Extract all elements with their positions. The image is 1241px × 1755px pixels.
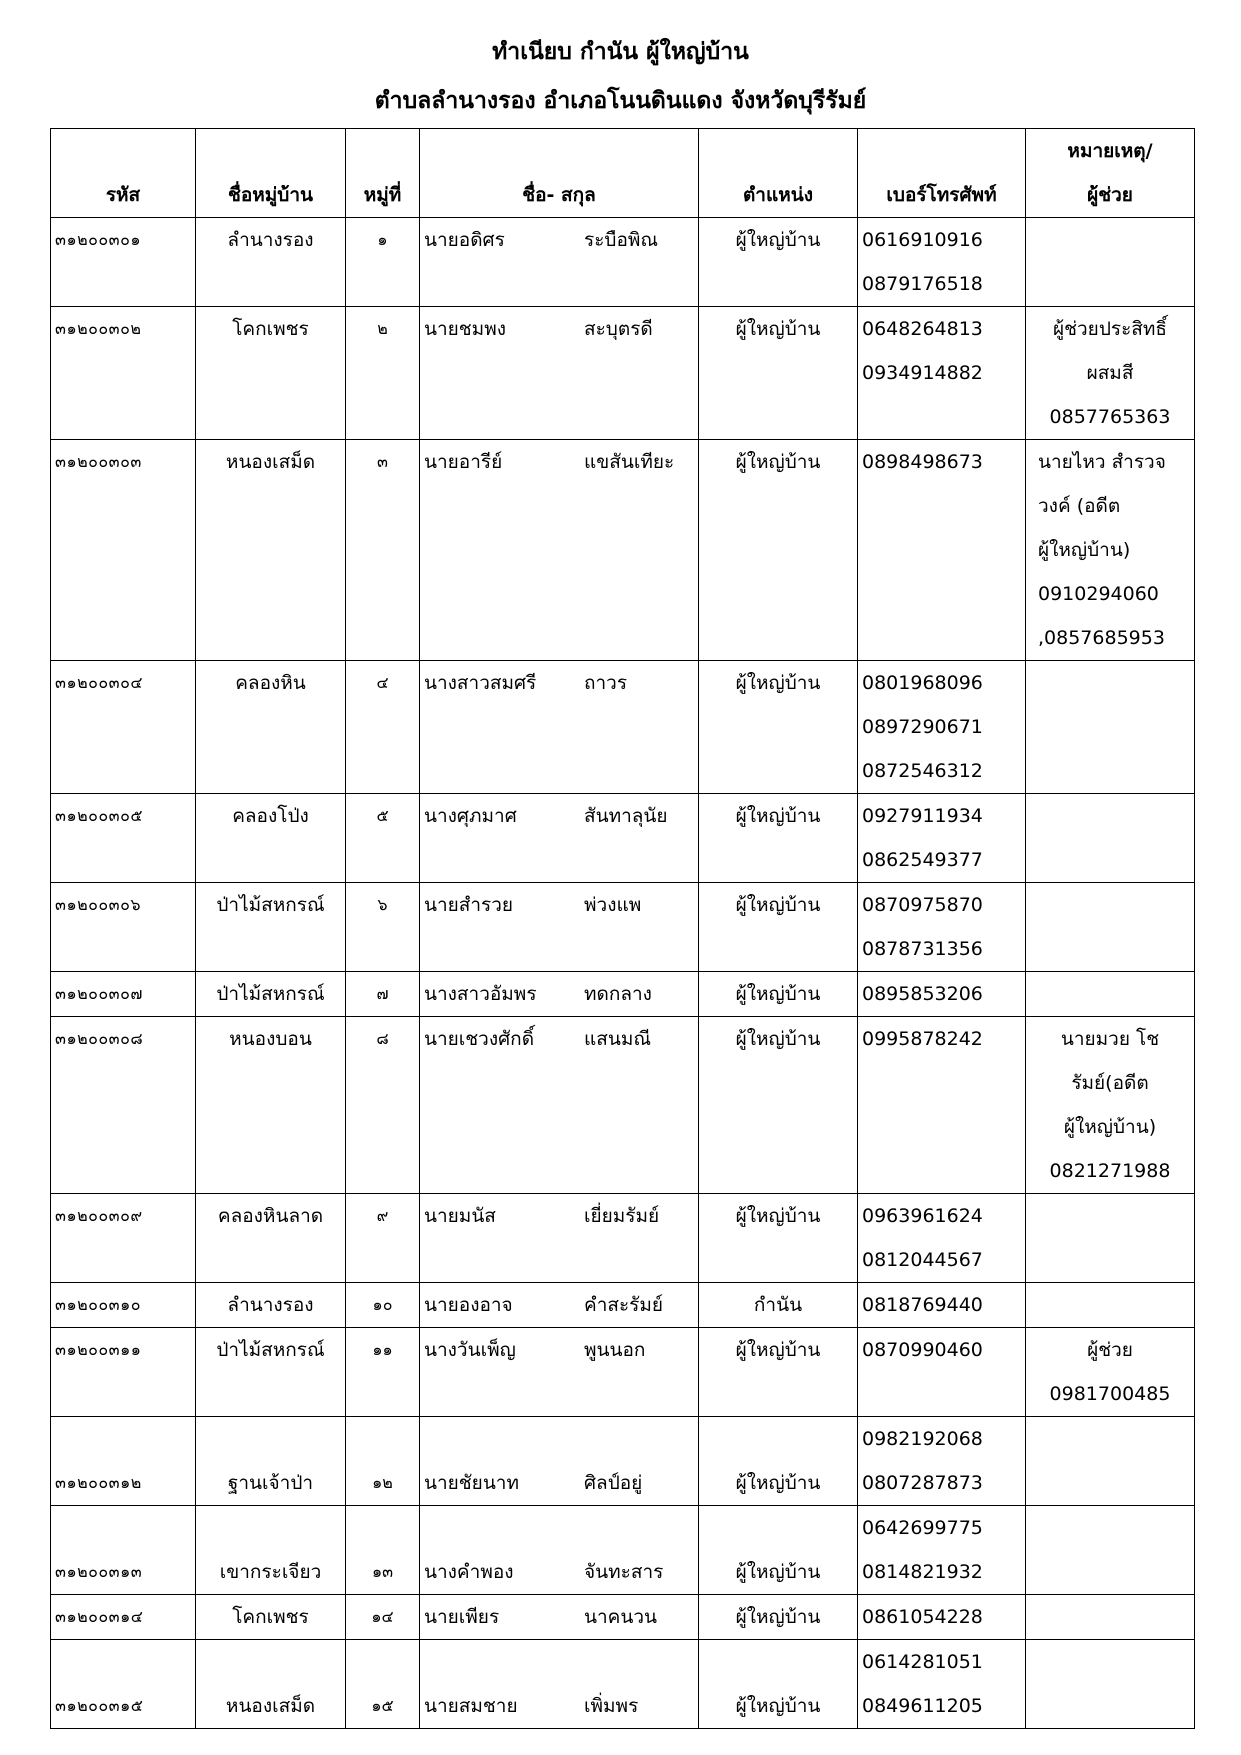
phone-line: 0895853206 xyxy=(862,983,983,1005)
cell-village: ป่าไม้สหกรณ์ xyxy=(196,1328,346,1417)
cell-position: ผู้ใหญ่บ้าน xyxy=(699,661,858,794)
cell-position: ผู้ใหญ่บ้าน xyxy=(699,1328,858,1417)
note-line: ผสมสี xyxy=(1086,362,1134,384)
last-name: จันทะสาร xyxy=(584,1561,664,1583)
cell-village: ป่าไม้สหกรณ์ xyxy=(196,883,346,972)
first-name: นายชัยนาท xyxy=(424,1472,519,1494)
cell-note xyxy=(1026,1595,1195,1640)
last-name: สะบุตรดี xyxy=(584,318,653,340)
directory-table xyxy=(50,128,1195,1729)
cell-moo: ๗ xyxy=(346,972,420,1017)
cell-name xyxy=(420,661,699,794)
cell-phone xyxy=(858,1194,1026,1283)
cell-village: โคกเพชร xyxy=(196,1595,346,1640)
cell-code: ๓๑๒๐๐๓๐๙ xyxy=(51,1194,196,1283)
last-name: เยี่ยมรัมย์ xyxy=(584,1205,660,1227)
first-name: นายชมพง xyxy=(424,318,507,340)
cell-moo: ๑๓ xyxy=(346,1506,420,1595)
phone-line: 0642699775 xyxy=(862,1517,983,1539)
cell-code: ๓๑๒๐๐๓๐๗ xyxy=(51,972,196,1017)
cell-village: เขากระเจียว xyxy=(196,1506,346,1595)
cell-moo: ๘ xyxy=(346,1017,420,1194)
cell-moo: ๔ xyxy=(346,661,420,794)
note-line: นายไหว สำรวจ xyxy=(1038,451,1166,473)
document-title: ทำเนียบ กำนัน ผู้ใหญ่บ้าน xyxy=(492,39,749,65)
last-name: ทดกลาง xyxy=(584,983,652,1005)
note-line: รัมย์(อดีต xyxy=(1071,1072,1149,1094)
cell-name xyxy=(420,1640,699,1729)
cell-note xyxy=(1026,218,1195,307)
phone-line: 0898498673 xyxy=(862,451,983,473)
cell-position: ผู้ใหญ่บ้าน xyxy=(699,972,858,1017)
cell-name xyxy=(420,972,699,1017)
header-note xyxy=(1026,129,1195,218)
last-name: พ่วงแพ xyxy=(584,894,642,916)
cell-note xyxy=(1026,1194,1195,1283)
phone-line: 0963961624 xyxy=(862,1205,983,1227)
last-name: แสนมณี xyxy=(584,1028,651,1050)
cell-phone xyxy=(858,883,1026,972)
cell-village: หนองเสม็ด xyxy=(196,440,346,661)
phone-line: 0982192068 xyxy=(862,1428,983,1450)
cell-note xyxy=(1026,883,1195,972)
cell-moo: ๕ xyxy=(346,794,420,883)
cell-note xyxy=(1026,1640,1195,1729)
cell-code: ๓๑๒๐๐๓๐๖ xyxy=(51,883,196,972)
cell-village: คลองโป่ง xyxy=(196,794,346,883)
cell-name xyxy=(420,307,699,440)
cell-moo: ๖ xyxy=(346,883,420,972)
table-row xyxy=(51,1283,1195,1328)
cell-position: ผู้ใหญ่บ้าน xyxy=(699,1506,858,1595)
cell-village: ฐานเจ้าป่า xyxy=(196,1417,346,1506)
cell-phone xyxy=(858,661,1026,794)
cell-note xyxy=(1026,1506,1195,1595)
note-line: วงค์ (อดีต xyxy=(1038,495,1121,517)
phone-line: 0814821932 xyxy=(862,1561,983,1583)
cell-note xyxy=(1026,1017,1195,1194)
cell-village: ลำนางรอง xyxy=(196,218,346,307)
phone-line: 0927911934 xyxy=(862,805,983,827)
note-line: ผู้ใหญ่บ้าน) xyxy=(1063,1116,1157,1138)
cell-village: หนองเสม็ด xyxy=(196,1640,346,1729)
cell-code: ๓๑๒๐๐๓๑๒ xyxy=(51,1417,196,1506)
cell-phone xyxy=(858,1506,1026,1595)
cell-code: ๓๑๒๐๐๓๑๕ xyxy=(51,1640,196,1729)
cell-moo: ๑๕ xyxy=(346,1640,420,1729)
cell-position: ผู้ใหญ่บ้าน xyxy=(699,1417,858,1506)
cell-code: ๓๑๒๐๐๓๑๔ xyxy=(51,1595,196,1640)
cell-moo: ๙ xyxy=(346,1194,420,1283)
first-name: นางคำพอง xyxy=(424,1561,514,1583)
first-name: นายองอาจ xyxy=(424,1294,513,1316)
note-line: 0857765363 xyxy=(1049,406,1171,428)
header-moo: หมู่ที่ xyxy=(346,129,420,218)
phone-line: 0878731356 xyxy=(862,938,983,960)
header-village: ชื่อหมู่บ้าน xyxy=(196,129,346,218)
cell-moo: ๑ xyxy=(346,218,420,307)
cell-note xyxy=(1026,1417,1195,1506)
cell-position: กำนัน xyxy=(699,1283,858,1328)
table-row xyxy=(51,1194,1195,1283)
first-name: นายเพียร xyxy=(424,1606,500,1628)
first-name: นายสมชาย xyxy=(424,1695,518,1717)
cell-code: ๓๑๒๐๐๓๐๒ xyxy=(51,307,196,440)
cell-code: ๓๑๒๐๐๓๐๘ xyxy=(51,1017,196,1194)
cell-name xyxy=(420,1595,699,1640)
cell-note xyxy=(1026,794,1195,883)
first-name: นายเชวงศักดิ์ xyxy=(424,1028,535,1050)
table-row xyxy=(51,972,1195,1017)
table-row xyxy=(51,794,1195,883)
cell-position: ผู้ใหญ่บ้าน xyxy=(699,1017,858,1194)
header-phone: เบอร์โทรศัพท์ xyxy=(858,129,1026,218)
cell-name xyxy=(420,1017,699,1194)
cell-phone xyxy=(858,1017,1026,1194)
phone-line: 0879176518 xyxy=(862,273,983,295)
first-name: นายสำรวย xyxy=(424,894,514,916)
phone-line: 0616910916 xyxy=(862,229,983,251)
table-row xyxy=(51,218,1195,307)
table-row xyxy=(51,1506,1195,1595)
cell-village: หนองบอน xyxy=(196,1017,346,1194)
document-subtitle: ตำบลลำนางรอง อำเภอโนนดินแดง จังหวัดบุรีรัมย์ xyxy=(374,88,867,114)
cell-name xyxy=(420,1506,699,1595)
cell-name xyxy=(420,440,699,661)
phone-line: 0849611205 xyxy=(862,1695,983,1717)
last-name: สันทาลุนัย xyxy=(584,805,668,827)
cell-code: ๓๑๒๐๐๓๑๑ xyxy=(51,1328,196,1417)
header-position: ตำแหน่ง xyxy=(699,129,858,218)
cell-moo: ๑๑ xyxy=(346,1328,420,1417)
phone-line: 0862549377 xyxy=(862,849,983,871)
first-name: นางศุภมาศ xyxy=(424,805,517,827)
header-code: รหัส xyxy=(51,129,196,218)
phone-line: 0812044567 xyxy=(862,1249,983,1271)
phone-line: 0870990460 xyxy=(862,1339,983,1361)
phone-line: 0807287873 xyxy=(862,1472,983,1494)
first-name: นายอารีย์ xyxy=(424,451,503,473)
cell-position: ผู้ใหญ่บ้าน xyxy=(699,1194,858,1283)
phone-line: 0897290671 xyxy=(862,716,983,738)
last-name: นาคนวน xyxy=(584,1606,658,1628)
first-name: นางวันเพ็ญ xyxy=(424,1339,516,1361)
cell-phone xyxy=(858,1595,1026,1640)
cell-code: ๓๑๒๐๐๓๐๓ xyxy=(51,440,196,661)
last-name: ระบือพิณ xyxy=(584,229,659,251)
cell-position: ผู้ใหญ่บ้าน xyxy=(699,1640,858,1729)
last-name: เพิ่มพร xyxy=(584,1695,639,1717)
phone-line: 0648264813 xyxy=(862,318,983,340)
cell-name xyxy=(420,883,699,972)
note-line: ผู้ช่วย xyxy=(1087,1339,1133,1361)
cell-name xyxy=(420,1328,699,1417)
last-name: ศิลป์อยู่ xyxy=(584,1472,643,1494)
cell-name xyxy=(420,1194,699,1283)
cell-phone xyxy=(858,794,1026,883)
cell-name xyxy=(420,1283,699,1328)
last-name: คำสะรัมย์ xyxy=(584,1294,664,1316)
cell-note xyxy=(1026,440,1195,661)
table-row xyxy=(51,883,1195,972)
note-line: นายมวย โช xyxy=(1060,1028,1160,1050)
last-name: แขสันเทียะ xyxy=(584,451,675,473)
phone-line: 0801968096 xyxy=(862,672,983,694)
phone-line: 0818769440 xyxy=(862,1294,983,1316)
last-name: ถาวร xyxy=(584,672,628,694)
note-line: ผู้ช่วยประสิทธิ์ xyxy=(1052,318,1168,340)
first-name: นายอดิศร xyxy=(424,229,505,251)
phone-line: 0614281051 xyxy=(862,1651,983,1673)
cell-village: คลองหินลาด xyxy=(196,1194,346,1283)
phone-line: 0861054228 xyxy=(862,1606,983,1628)
table-row xyxy=(51,440,1195,661)
note-line: 0981700485 xyxy=(1049,1383,1171,1405)
header-note-line1: หมายเหตุ/ xyxy=(1067,140,1153,162)
phone-line: 0934914882 xyxy=(862,362,983,384)
cell-phone xyxy=(858,307,1026,440)
cell-code: ๓๑๒๐๐๓๑๓ xyxy=(51,1506,196,1595)
cell-note xyxy=(1026,661,1195,794)
cell-name xyxy=(420,794,699,883)
cell-position: ผู้ใหญ่บ้าน xyxy=(699,440,858,661)
cell-phone xyxy=(858,1417,1026,1506)
cell-code: ๓๑๒๐๐๓๐๕ xyxy=(51,794,196,883)
table-row xyxy=(51,1017,1195,1194)
cell-name xyxy=(420,218,699,307)
note-line: 0910294060 xyxy=(1038,583,1159,605)
cell-position: ผู้ใหญ่บ้าน xyxy=(699,794,858,883)
cell-note xyxy=(1026,1283,1195,1328)
table-row xyxy=(51,1417,1195,1506)
cell-phone xyxy=(858,440,1026,661)
cell-name xyxy=(420,1417,699,1506)
cell-code: ๓๑๒๐๐๓๐๔ xyxy=(51,661,196,794)
cell-village: โคกเพชร xyxy=(196,307,346,440)
cell-position: ผู้ใหญ่บ้าน xyxy=(699,883,858,972)
table-row xyxy=(51,307,1195,440)
phone-line: 0870975870 xyxy=(862,894,983,916)
cell-position: ผู้ใหญ่บ้าน xyxy=(699,307,858,440)
cell-note xyxy=(1026,307,1195,440)
phone-line: 0995878242 xyxy=(862,1028,983,1050)
first-name: นายมนัส xyxy=(424,1205,496,1227)
cell-moo: ๑๒ xyxy=(346,1417,420,1506)
first-name: นางสาวอัมพร xyxy=(424,983,537,1005)
cell-phone xyxy=(858,1640,1026,1729)
cell-note xyxy=(1026,972,1195,1017)
note-line: ,0857685953 xyxy=(1038,627,1165,649)
cell-moo: ๑๔ xyxy=(346,1595,420,1640)
cell-code: ๓๑๒๐๐๓๐๑ xyxy=(51,218,196,307)
cell-phone xyxy=(858,972,1026,1017)
cell-position: ผู้ใหญ่บ้าน xyxy=(699,218,858,307)
cell-note xyxy=(1026,1328,1195,1417)
cell-village: ป่าไม้สหกรณ์ xyxy=(196,972,346,1017)
first-name: นางสาวสมศรี xyxy=(424,672,537,694)
table-row xyxy=(51,1640,1195,1729)
cell-phone xyxy=(858,1283,1026,1328)
last-name: พูนนอก xyxy=(584,1339,646,1361)
cell-village: คลองหิน xyxy=(196,661,346,794)
cell-phone xyxy=(858,1328,1026,1417)
header-note-line2: ผู้ช่วย xyxy=(1087,184,1133,206)
cell-village: ลำนางรอง xyxy=(196,1283,346,1328)
cell-position: ผู้ใหญ่บ้าน xyxy=(699,1595,858,1640)
table-header-row xyxy=(51,129,1195,218)
note-line: ผู้ใหญ่บ้าน) xyxy=(1038,539,1131,561)
table-row xyxy=(51,1595,1195,1640)
header-name: ชื่อ- สกุล xyxy=(420,129,699,218)
table-row xyxy=(51,1328,1195,1417)
phone-line: 0872546312 xyxy=(862,760,983,782)
cell-phone xyxy=(858,218,1026,307)
cell-moo: ๒ xyxy=(346,307,420,440)
cell-moo: ๓ xyxy=(346,440,420,661)
table-row xyxy=(51,661,1195,794)
cell-moo: ๑๐ xyxy=(346,1283,420,1328)
cell-code: ๓๑๒๐๐๓๑๐ xyxy=(51,1283,196,1328)
note-line: 0821271988 xyxy=(1049,1160,1171,1182)
